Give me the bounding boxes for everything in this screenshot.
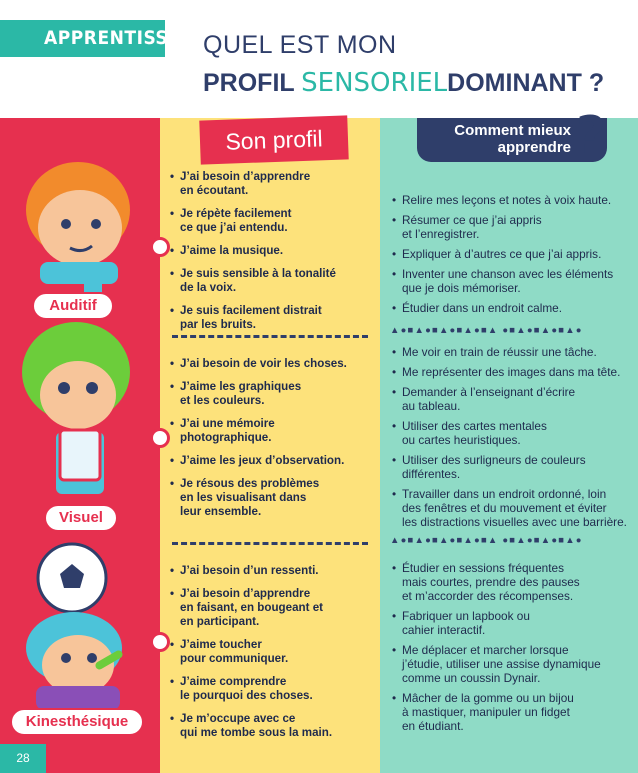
list-item: • J’aime les jeux d’observation. xyxy=(170,454,370,468)
list-item: • Fabriquer un lapbook ou cahier interactif. xyxy=(392,609,630,637)
divider-dashed-2 xyxy=(172,542,368,545)
title-line-1: QUEL EST MON xyxy=(203,31,397,59)
title-profil: PROFIL xyxy=(203,69,295,97)
auditory-child-illustration xyxy=(26,162,130,310)
children-illustrations xyxy=(0,150,160,750)
list-item: • Utiliser des cartes mentales ou cartes heuristiques. xyxy=(392,419,630,447)
list-item: • Je m’occupe avec ce qui me tombe sous la main. xyxy=(170,712,370,740)
connector-visuel xyxy=(150,428,170,448)
list-item: • Me déplacer et marcher lorsque j’étudie, utiliser une assise dynamique comme un coussin Dynair. xyxy=(392,643,630,685)
title-sensoriel: SENSORIEL xyxy=(301,68,448,98)
title-line-2 xyxy=(203,68,604,98)
list-item: • J’ai besoin d’apprendre en faisant, en bougeant et en participant. xyxy=(170,587,370,629)
list-item: • Utiliser des surligneurs de couleurs différentes. xyxy=(392,453,630,481)
list-item: • J’ai besoin de voir les choses. xyxy=(170,357,370,371)
section-tag xyxy=(0,20,209,57)
list-item: • Expliquer à d’autres ce que j’ai appris. xyxy=(392,247,630,261)
question-mark: ? xyxy=(576,106,607,166)
list-item: • Relire mes leçons et notes à voix haute. xyxy=(392,193,630,207)
kinesthetic-child-illustration xyxy=(26,544,124,710)
list-item: • Je suis sensible à la tonalité de la voix. xyxy=(170,267,370,295)
list-item: • Je suis facilement distrait par les bruits. xyxy=(170,304,370,332)
title-dominant: DOMINANT ? xyxy=(447,69,605,97)
label-visuel: Visuel xyxy=(44,504,118,532)
list-item: • Me représenter des images dans ma tête. xyxy=(392,365,630,379)
comment-line-1: Comment mieux xyxy=(454,122,571,139)
list-item: • Me voir en train de réussir une tâche. xyxy=(392,345,630,359)
list-item: • Travailler dans un endroit ordonné, loin des fenêtres et du mouvement et éviter les distractions visuelles avec une barrière. xyxy=(392,487,630,529)
list-item: • Je répète facilement ce que j’ai entendu. xyxy=(170,207,370,235)
section-tag-label: APPRENTISSAGE xyxy=(44,27,209,49)
divider-shapes-2: ▲●■▲●■▲●■▲●■▲ ●■▲●■▲●■▲● xyxy=(390,535,583,546)
list-item: • Je résous des problèmes en les visualisant dans leur ensemble. xyxy=(170,477,370,519)
visuel-tips-list xyxy=(392,345,630,535)
connector-kinesthesique xyxy=(150,632,170,652)
list-item: • Demander à l’enseignant d’écrire au tableau. xyxy=(392,385,630,413)
list-item: • Étudier en sessions fréquentes mais courtes, prendre des pauses et m’accorder des récompenses. xyxy=(392,561,630,603)
list-item: • Mâcher de la gomme ou un bijou à mastiquer, manipuler un fidget en étudiant. xyxy=(392,691,630,733)
list-item: • J’aime comprendre le pourquoi des choses. xyxy=(170,675,370,703)
kinesthesique-tips-list xyxy=(392,561,630,739)
list-item: • Résumer ce que j’ai appris et l’enregistrer. xyxy=(392,213,630,241)
kinesthesique-profile-list xyxy=(170,564,370,749)
list-item: • J’aime les graphiques et les couleurs. xyxy=(170,380,370,408)
son-profil-heading: Son profil xyxy=(199,115,348,164)
label-kinesthesique: Kinesthésique xyxy=(10,708,144,736)
page-number: 28 xyxy=(0,744,46,773)
comment-heading-text xyxy=(454,122,571,156)
list-item: • Inventer une chanson avec les éléments que je dois mémoriser. xyxy=(392,267,630,295)
list-item: • J’ai besoin d’un ressenti. xyxy=(170,564,370,578)
list-item: • Étudier dans un endroit calme. xyxy=(392,301,630,315)
comment-line-2: apprendre xyxy=(497,139,571,156)
label-auditif: Auditif xyxy=(32,292,114,320)
divider-shapes-1: ▲●■▲●■▲●■▲●■▲ ●■▲●■▲●■▲● xyxy=(390,325,583,336)
auditif-tips-list xyxy=(392,193,630,321)
list-item: • J’ai besoin d’apprendre en écoutant. xyxy=(170,170,370,198)
list-item: • J’ai une mémoire photographique. xyxy=(170,417,370,445)
connector-auditif xyxy=(150,237,170,257)
auditif-profile-list xyxy=(170,170,370,341)
visual-child-illustration xyxy=(22,322,130,494)
divider-dashed-1 xyxy=(172,335,368,338)
list-item: • J’aime la musique. xyxy=(170,244,370,258)
list-item: • J’aime toucher pour communiquer. xyxy=(170,638,370,666)
visuel-profile-list xyxy=(170,357,370,528)
